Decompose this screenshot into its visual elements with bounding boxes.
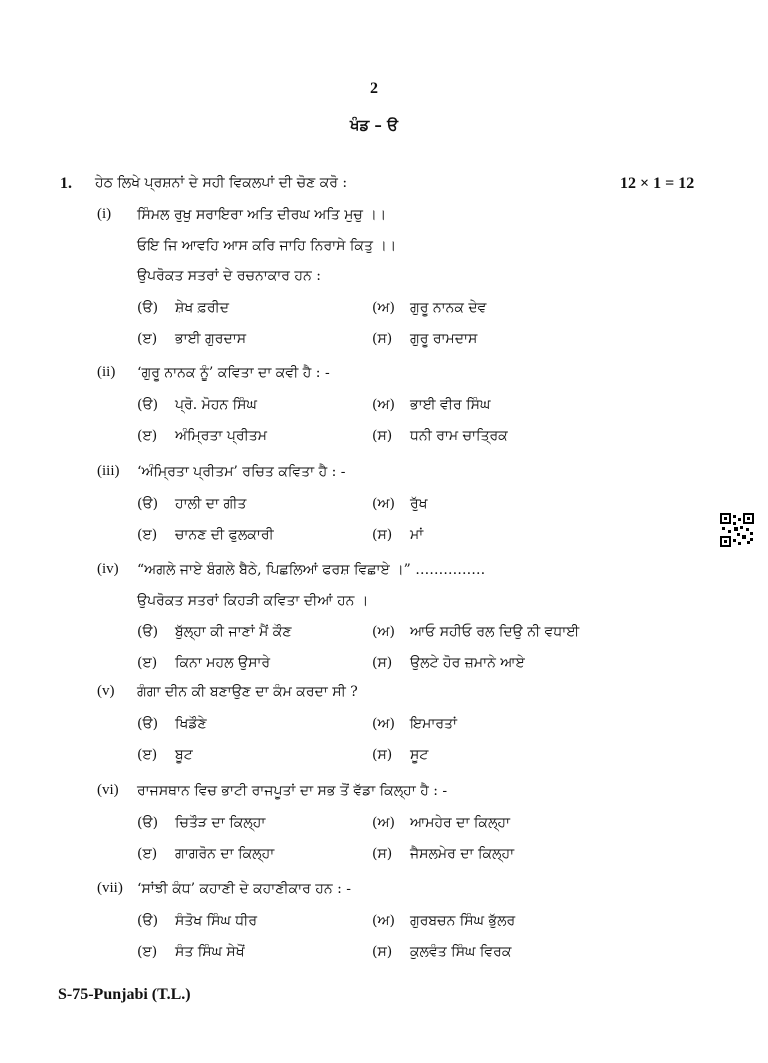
option-text: ਮਾਂ (410, 526, 424, 543)
option-label: (ਅ) (372, 624, 395, 640)
question-number: 1. (60, 175, 72, 192)
option-text: ਚਾਨਣ ਦੀ ਫੁਲਕਾਰੀ (175, 526, 274, 543)
page-number: 2 (370, 80, 378, 97)
option-text: ਪ੍ਰੋ. ਮੋਹਨ ਸਿੰਘ (175, 396, 257, 413)
option-text: ਆਓ ਸਹੀਓ ਰਲ ਦਿਉ ਨੀ ਵਧਾਈ (410, 624, 580, 640)
option-label: (ਅ) (372, 912, 395, 929)
option-label: (ੳ) (137, 299, 159, 316)
option-label: (ਸ) (372, 427, 393, 444)
question-text: ਹੇਠ ਲਿਖੇ ਪ੍ਰਸ਼ਨਾਂ ਦੇ ਸਹੀ ਵਿਕਲਪਾਂ ਦੀ ਚੋਣ ਕਰੋ : (95, 175, 348, 191)
subquestion-number: (vi) (97, 782, 119, 798)
option-text: ਧਨੀ ਰਾਮ ਚਾਤ੍ਰਿਕ (410, 427, 508, 444)
subquestion-text: ‘ਅੰਮ੍ਰਿਤਾ ਪ੍ਰੀਤਮ’ ਰਚਿਤ ਕਵਿਤਾ ਹੈ : - (137, 464, 346, 480)
option-text: ਹਾਲੀ ਦਾ ਗੀਤ (175, 495, 247, 512)
option-label: (ੳ) (137, 814, 159, 831)
option-label: (ੲ) (137, 845, 158, 862)
option-label: (ਸ) (372, 655, 393, 671)
option-text: ਸੂਟ (410, 746, 429, 763)
option-text: ਬੂਟ (175, 746, 193, 763)
option-label: (ੲ) (137, 526, 158, 543)
option-label: (ੲ) (137, 427, 158, 444)
subquestion-text: ਉਪਰੋਕਤ ਸਤਰਾਂ ਕਿਹੜੀ ਕਵਿਤਾ ਦੀਆਂ ਹਨ । (137, 592, 369, 609)
option-text: ਆਮਹੇਰ ਦਾ ਕਿਲ੍ਹਾ (410, 814, 511, 831)
option-text: ਚਿਤੌੜ ਦਾ ਕਿਲ੍ਹਾ (175, 814, 266, 831)
option-text: ਉਲਟੇ ਹੋਰ ਜ਼ਮਾਨੇ ਆਏ (410, 655, 525, 671)
subquestion-number: (i) (97, 206, 112, 222)
option-label: (ਅ) (372, 715, 395, 732)
subquestion-text: ਸਿੰਮਲ ਰੁਖੁ ਸਰਾਇਰਾ ਅਤਿ ਦੀਰਘ ਅਤਿ ਮੁਚੁ ।। (137, 207, 387, 223)
subquestion-number: (ii) (97, 364, 116, 380)
subquestion-text: ਓਇ ਜਿ ਆਵਹਿ ਆਸ ਕਰਿ ਜਾਹਿ ਨਿਰਾਸੇ ਕਿਤੁ ।। (137, 237, 397, 254)
subquestion-text: ਰਾਜਸਥਾਨ ਵਿਚ ਭਾਟੀ ਰਾਜਪੂਤਾਂ ਦਾ ਸਭ ਤੋਂ ਵੱਡਾ ਕਿਲ੍ਹਾ ਹੈ : - (137, 783, 448, 799)
option-label: (ੳ) (137, 396, 159, 413)
option-label: (ੳ) (137, 715, 159, 732)
subquestion-text: “ਅਗਲੇ ਜਾਏ ਬੰਗਲੇ ਬੈਠੇ, ਪਿਛਲਿਆਂ ਫਰਸ਼ ਵਿਛਾਏ ।” …………… (137, 562, 486, 578)
option-text: ਗੁਰਬਚਨ ਸਿੰਘ ਭੁੱਲਰ (410, 912, 516, 929)
option-label: (ਸ) (372, 330, 393, 347)
option-text: ਇਮਾਰਤਾਂ (410, 715, 457, 732)
footer-code: S-75-Punjabi (T.L.) (58, 986, 191, 1003)
option-label: (ਅ) (372, 396, 395, 413)
option-label: (ੳ) (137, 912, 159, 929)
option-label: (ੳ) (137, 495, 159, 512)
subquestion-text: ‘ਸਾਂਝੀ ਕੰਧ’ ਕਹਾਣੀ ਦੇ ਕਹਾਣੀਕਾਰ ਹਨ : - (137, 881, 351, 897)
option-label: (ੲ) (137, 655, 158, 671)
option-text: ਬੁੱਲ੍ਹਾ ਕੀ ਜਾਣਾਂ ਮੈਂ ਕੌਣ (175, 624, 292, 640)
qr-code-icon (720, 513, 754, 547)
option-text: ਸ਼ੇਖ ਫ਼ਰੀਦ (175, 299, 229, 316)
option-label: (ਅ) (372, 299, 395, 316)
option-label: (ਸ) (372, 746, 393, 763)
option-text: ਗਾਗਰੋਨ ਦਾ ਕਿਲ੍ਹਾ (175, 845, 275, 862)
option-label: (ਸ) (372, 845, 393, 862)
option-label: (ੲ) (137, 330, 158, 347)
option-label: (ੳ) (137, 624, 159, 640)
option-text: ਸੰਤੋਖ ਸਿੰਘ ਧੀਰ (175, 912, 258, 929)
option-text: ਭਾਈ ਵੀਰ ਸਿੰਘ (410, 396, 491, 413)
subquestion-text: ‘ਗੁਰੂ ਨਾਨਕ ਨੂੰ’ ਕਵਿਤਾ ਦਾ ਕਵੀ ਹੈ : - (137, 365, 330, 381)
option-text: ਖਿਡੌਣੇ (175, 715, 207, 732)
option-text: ਜੈਸਲਮੇਰ ਦਾ ਕਿਲ੍ਹਾ (410, 845, 515, 862)
subquestion-number: (vii) (97, 880, 123, 896)
option-text: ਸੰਤ ਸਿੰਘ ਸੇਖੋਂ (175, 943, 245, 960)
option-text: ਅੰਮ੍ਰਿਤਾ ਪ੍ਰੀਤਮ (175, 427, 267, 444)
subquestion-text: ਗੰਗਾ ਦੀਨ ਕੀ ਬਣਾਉਣ ਦਾ ਕੰਮ ਕਰਦਾ ਸੀ ? (137, 684, 358, 700)
option-label: (ੲ) (137, 943, 158, 960)
option-label: (ਅ) (372, 814, 395, 831)
section-heading: ਖੰਡ – ੳ (349, 116, 399, 134)
option-label: (ਸ) (372, 526, 393, 543)
question-marks: 12 × 1 = 12 (620, 175, 695, 192)
subquestion-text: ਉਪਰੋਕਤ ਸਤਰਾਂ ਦੇ ਰਚਨਾਕਾਰ ਹਨ : (137, 268, 321, 284)
subquestion-number: (iii) (97, 463, 120, 479)
option-text: ਕੁਲਵੰਤ ਸਿੰਘ ਵਿਰਕ (410, 943, 512, 960)
option-label: (ਅ) (372, 495, 395, 512)
option-text: ਕਿਨਾ ਮਹਲ ਉਸਾਰੇ (175, 655, 271, 671)
option-label: (ਸ) (372, 943, 393, 960)
option-text: ਗੁਰੂ ਨਾਨਕ ਦੇਵ (410, 299, 487, 316)
option-text: ਰੁੱਖ (410, 495, 428, 512)
subquestion-number: (iv) (97, 561, 119, 577)
subquestion-number: (v) (97, 683, 115, 699)
option-text: ਗੁਰੂ ਰਾਮਦਾਸ (410, 330, 478, 347)
option-label: (ੲ) (137, 746, 158, 763)
option-text: ਭਾਈ ਗੁਰਦਾਸ (175, 330, 247, 347)
